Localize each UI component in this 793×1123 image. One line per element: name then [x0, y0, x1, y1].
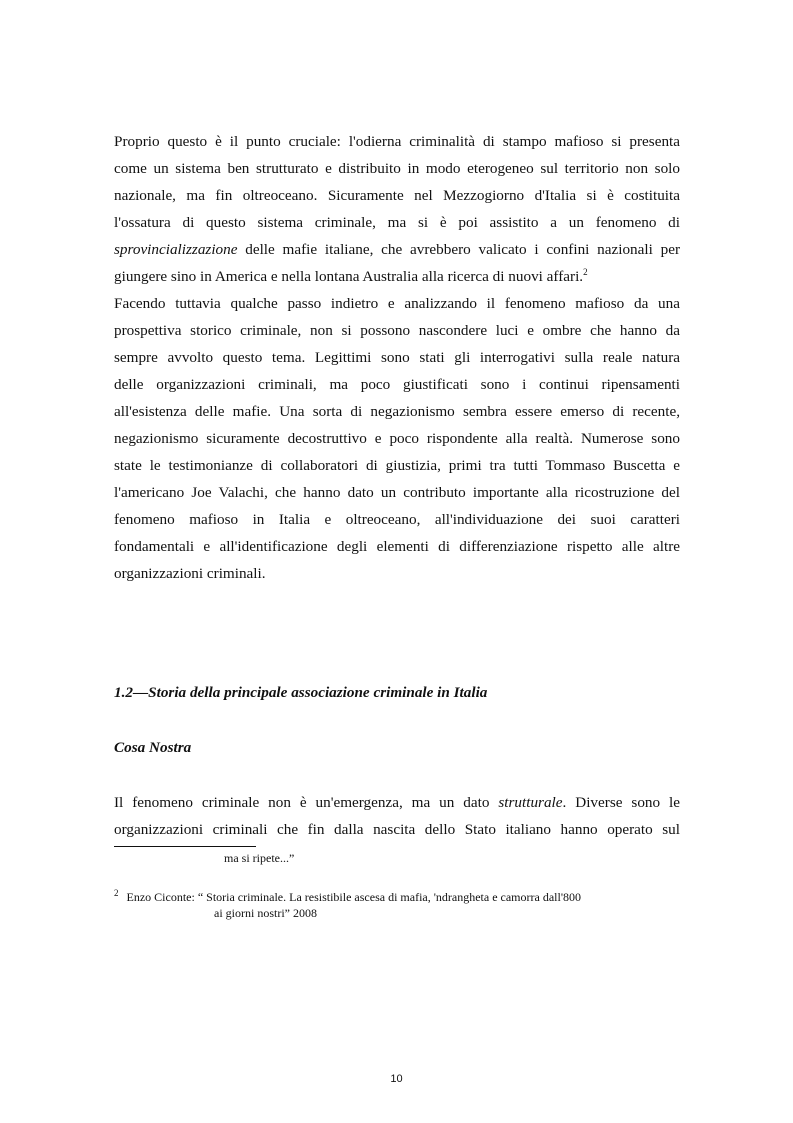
paragraph-line: [114, 268, 680, 286]
page-number: 10: [390, 1073, 403, 1085]
paragraph-line: organizzazioni criminali.: [114, 565, 266, 582]
footnote-text: Enzo Ciconte: “ Storia criminale. La resistibile ascesa di mafia, 'ndrangheta e camorra dall'800: [126, 890, 581, 904]
line-text: delle mafie italiane, che avrebbero valicato i confini nazionali per: [237, 241, 680, 258]
paragraph-line: sempre avvolto questo tema. Legittimi sono stati gli interrogativi sulla reale natura: [114, 349, 680, 366]
paragraph-line: prospettiva storico criminale, non si possono nascondere luci e ombre che hanno da: [114, 322, 680, 339]
line-text: giungere sino in America e nella lontana Australia alla ricerca di nuovi affari.: [114, 268, 584, 285]
paragraph-line: Proprio questo è il punto cruciale: l'odierna criminalità di stampo mafioso si presenta: [114, 133, 680, 150]
paragraph-line: all'esistenza delle mafie. Una sorta di negazionismo sembra essere emerso di recente,: [114, 403, 680, 420]
footnote-separator: [114, 846, 256, 847]
line-text: . Diverse sono le: [562, 794, 680, 811]
footnote-2: [114, 890, 581, 905]
paragraph-line: l'ossatura di questo sistema criminale, ma si è poi assistito a un fenomeno di: [114, 214, 680, 231]
paragraph-line: fondamentali e all'identificazione degli elementi di differenziazione rispetto alle altre: [114, 538, 680, 555]
paragraph-line: organizzazioni criminali che fin dalla nascita dello Stato italiano hanno operato sul: [114, 821, 680, 838]
italic-term: strutturale: [498, 794, 563, 811]
paragraph-line: nazionale, ma fin oltreoceano. Sicuramente nel Mezzogiorno d'Italia si è costituita: [114, 187, 680, 204]
paragraph-line: fenomeno mafioso in Italia e oltreoceano, all'individuazione dei suoi caratteri: [114, 511, 680, 528]
subsection-heading: Cosa Nostra: [114, 739, 192, 756]
footnote-2-continuation: ai giorni nostri” 2008: [214, 906, 317, 920]
paragraph-line: state le testimonianze di collaboratori di giustizia, primi tra tutti Tommaso Buscetta e: [114, 457, 680, 474]
italic-term: sprovincializzazione: [114, 241, 238, 258]
line-text: Il fenomeno criminale non è un'emergenza, ma un dato: [114, 794, 499, 811]
paragraph-line: [114, 794, 680, 812]
footnote-reference: 2: [583, 266, 588, 277]
paragraph-line: negazionismo sicuramente decostruttivo e poco rispondente alla realtà. Numerose sono: [114, 430, 680, 447]
footnote-number: 2: [114, 888, 119, 898]
paragraph-line: [114, 241, 680, 259]
paragraph-line: come un sistema ben strutturato e distribuito in modo eterogeneo sul territorio non solo: [114, 160, 680, 177]
paragraph-line: delle organizzazioni criminali, ma poco giustificati sono i continui ripensamenti: [114, 376, 680, 393]
footnote-continuation: ma si ripete...”: [224, 851, 295, 865]
section-heading: 1.2—Storia della principale associazione criminale in Italia: [114, 684, 488, 701]
paragraph-line: Facendo tuttavia qualche passo indietro e analizzando il fenomeno mafioso da una: [114, 295, 680, 312]
paragraph-line: l'americano Joe Valachi, che hanno dato un contributo importante alla ricostruzione del: [114, 484, 680, 501]
